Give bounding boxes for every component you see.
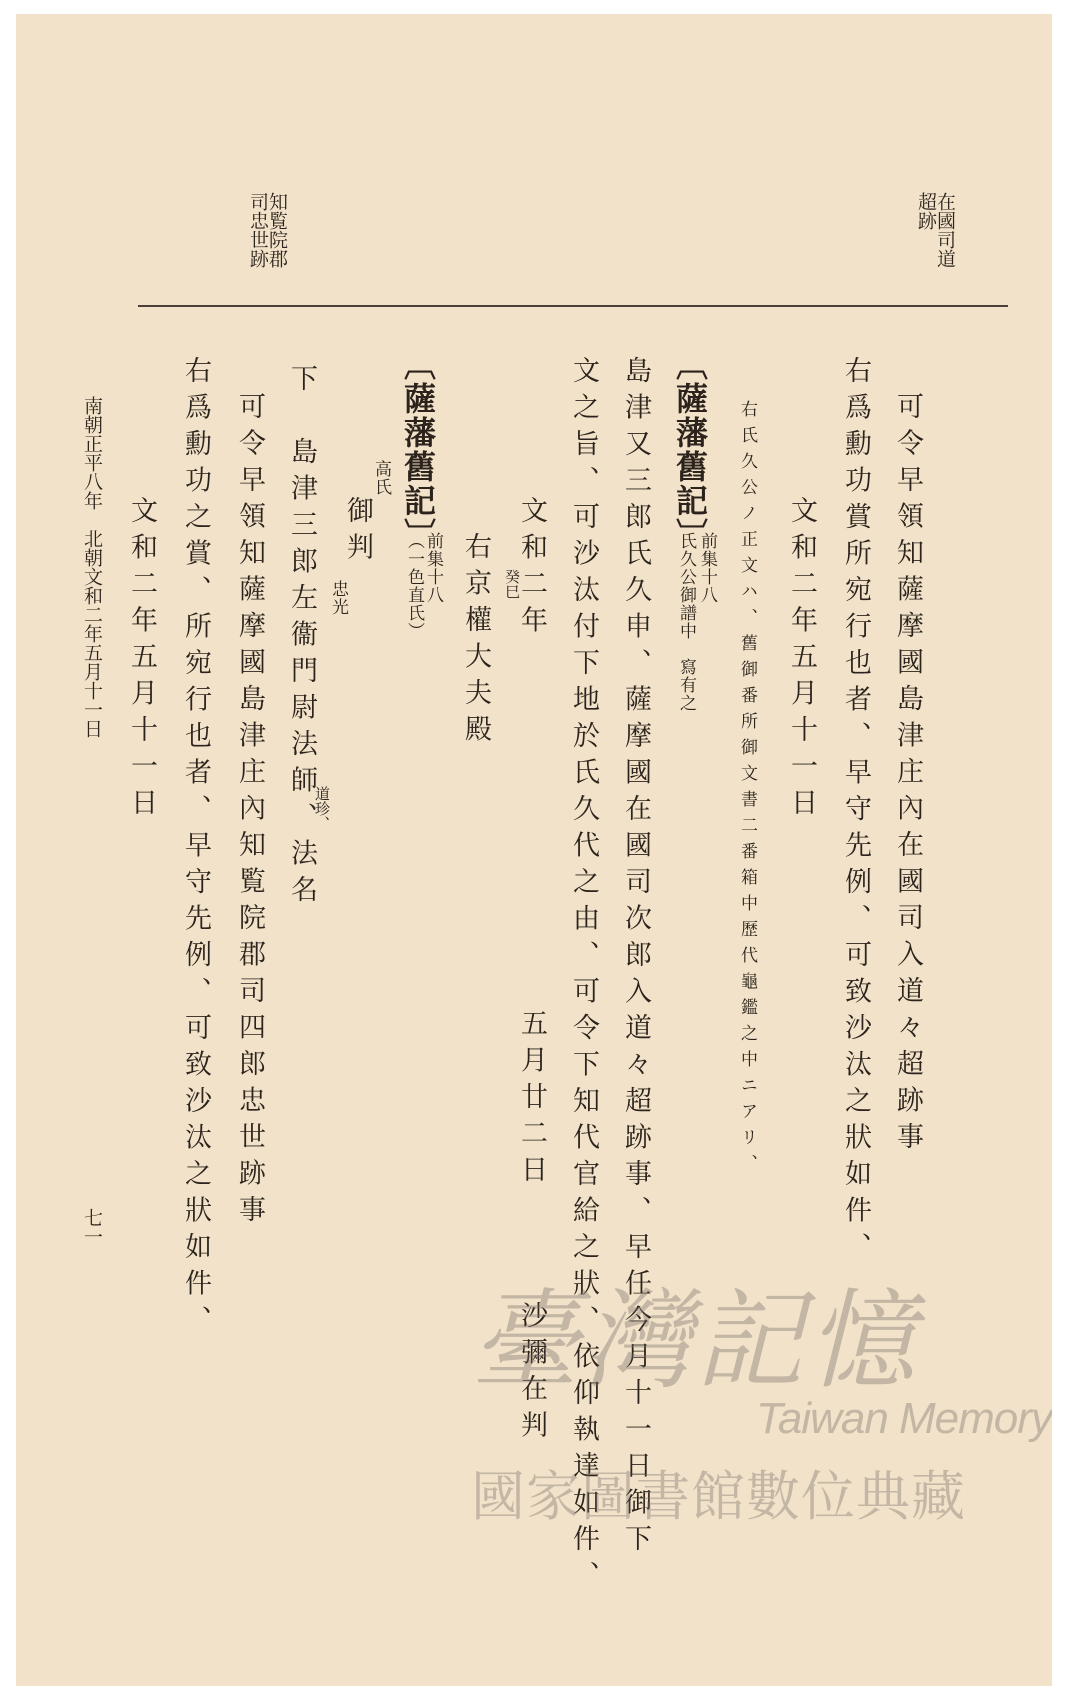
text-col-13: 文和二年五月十一日: [126, 496, 157, 825]
text-col-12: 右爲勳功之賞、所宛行也者、早守先例、可致沙汰之狀如件、: [180, 356, 211, 1342]
watermark-calligraphy: 臺灣記憶: [471, 1279, 920, 1404]
section-1-ref-a: 前集十八: [697, 532, 717, 604]
running-head-left: [248, 192, 286, 268]
text-col-9: 御判: [342, 496, 373, 569]
text-col-7-aside: 癸巳: [503, 569, 521, 599]
running-head-left-line2: 司忠世跡: [247, 192, 269, 268]
section-2-ref-a: 前集十八: [423, 532, 443, 604]
watermark-chinese: 國家圖書館數位典藏: [471, 1465, 966, 1528]
section-2-ref-b: （一色直氏）: [404, 532, 424, 640]
text-col-10-aside2: 道珍、: [313, 786, 331, 831]
text-col-7: 文和二年: [516, 496, 547, 642]
text-col-10-aside: 忠光: [328, 580, 348, 616]
header-rule: [138, 305, 1008, 307]
text-col-11: 可令早領知薩摩國島津庄內知覧院郡司四郎忠世跡事: [234, 392, 265, 1232]
text-col-9-aside: 高氏: [371, 460, 391, 496]
text-col-3: 文和二年五月十一日: [786, 496, 817, 825]
running-head-right-line2: 超跡: [915, 192, 937, 230]
running-head-right: [916, 192, 954, 268]
section-title-1: 〔薩藩舊記〕: [671, 348, 709, 552]
text-col-7-tail: 五月廿二日 沙彌在判: [516, 1009, 547, 1447]
footer-era: 南朝正平八年 北朝文和二年五月十一日: [81, 396, 103, 738]
text-col-6: 文之旨、可沙汰付下地於氏久代之由、可令下知代官給之狀、依仰執達如件、: [568, 356, 599, 1597]
text-col-1: 可令早領知薩摩國島津庄內在國司入道々超跡事: [892, 392, 923, 1159]
document-page: [16, 14, 1052, 1686]
watermark-english: Taiwan Memory: [756, 1394, 1052, 1443]
section-title-2: 〔薩藩舊記〕: [399, 348, 437, 552]
text-col-4-note: 右氏久公ノ正文ハ、舊御番所御文書二番箱中歷代龜鑑之中ニアリ、: [737, 400, 757, 1180]
text-col-5: 島津又三郎氏久申、薩摩國在國司次郎入道々超跡事、早任今月十一日御下: [620, 356, 651, 1561]
text-col-10: 下 島津三郎左衞門尉法師、法名: [286, 364, 317, 912]
text-col-8: 右京權大夫殿: [460, 532, 491, 751]
text-col-2: 右爲勳功賞所宛行也者、早守先例、可致沙汰之狀如件、: [840, 356, 871, 1269]
running-head-left-line1: 知覧院郡: [266, 192, 288, 268]
running-head-right-line1: 在國司道: [934, 192, 956, 268]
page-number: 七一: [81, 1208, 103, 1246]
section-1-ref-b: 氏久公御譜中 寫有之: [676, 532, 696, 712]
